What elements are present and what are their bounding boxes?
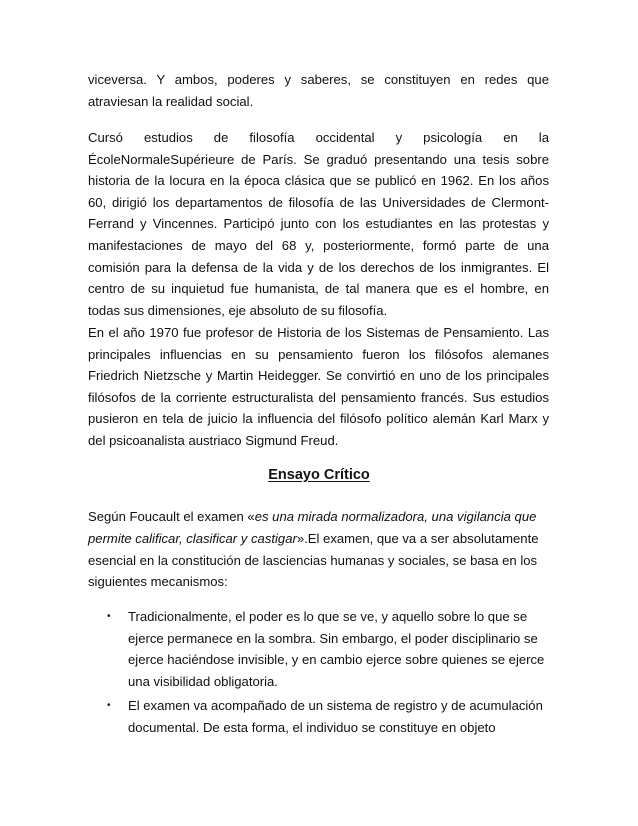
paragraph-influences: En el año 1970 fue profesor de Historia de los Sistemas de Pensamiento. Las principales influencias en su pensamiento fueron los filósofos alemanes Friedrich Nietzsche y Martin Heidegger. Se convirtió en uno de los principales filósofos de la corriente estructuralista del pensamiento francés. Sus estudios pusieron en tela de juicio la influencia del filósofo político alemán Karl Marx y del psicoanalista austriaco Sigmund Freud. xyxy=(88,325,549,448)
mechanisms-list xyxy=(88,606,549,742)
examen-quote: es una mirada normalizadora, una vigilancia que permite calificar, clasificar y castigar xyxy=(88,509,537,546)
bullet-icon: • xyxy=(107,700,111,712)
paragraph-viceversa: viceversa. Y ambos, poderes y saberes, se constituyen en redes que atraviesan la realidad social. xyxy=(88,72,549,109)
list-item-text: Tradicionalmente, el poder es lo que se ve, y aquello sobre lo que se ejerce permanece en la sombra. Sin embargo, el poder disciplinario se ejerce haciéndose invisible, y en cambio ejerce sobre quienes se ejerce una visibilidad obligatoria. xyxy=(128,609,545,689)
paragraph-examen xyxy=(88,506,549,593)
bullet-icon: • xyxy=(107,611,111,622)
section-heading xyxy=(0,467,638,483)
list-item-text: El examen va acompañado de un sistema de registro y de acumulación documental. De esta forma, el individuo se constituye en objeto xyxy=(128,698,543,735)
list-item xyxy=(88,695,549,738)
heading-text: Ensayo Crítico xyxy=(268,467,370,483)
list-item xyxy=(88,606,549,692)
paragraph-biography: Cursó estudios de filosofía occidental y psicología en la ÉcoleNormaleSupérieure de París. Se graduó presentando una tesis sobre historia de la locura en la época clásica que se publicó en 1962. En los años 60, dirigió los departamentos de filosofía de las Universidades de Clermont-Ferrand y Vincennes. Participó junto con los estudiantes en las protestas y manifestaciones de mayo del 68 y, posteriormente, formó parte de una comisión para la defensa de la vida y de los derechos de los inmigrantes. El centro de su inquietud fue humanista, de tal manera que es el hombre, en todas sus dimensiones, eje absoluto de su filosofía. xyxy=(88,130,549,318)
examen-lead: Según Foucault el examen « xyxy=(88,509,255,524)
examen-rest: ».El examen, que va a ser absolutamente esencial en la constitución de lasciencias humanas y sociales, se basa en los siguientes mecanismos: xyxy=(88,530,539,590)
